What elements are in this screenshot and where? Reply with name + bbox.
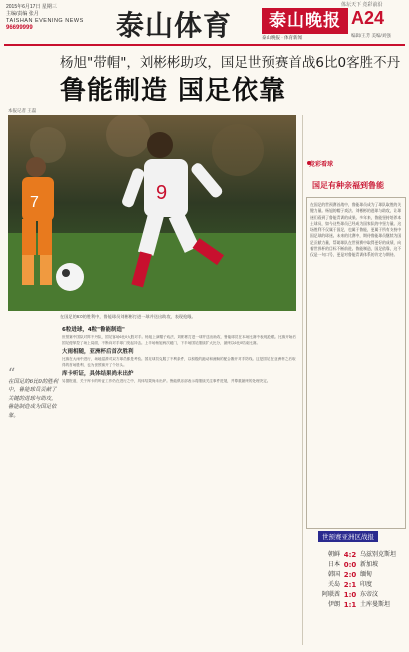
score: 4:2 bbox=[343, 551, 357, 559]
home-team: 伊朗 bbox=[327, 601, 340, 608]
column-label: 体坛天下 竞彩前沿 bbox=[341, 2, 383, 8]
away-team: 土库曼斯坦 bbox=[360, 601, 391, 608]
result-row bbox=[312, 600, 404, 610]
reporter-byline: 本报记者 王磊 bbox=[8, 108, 37, 113]
para-text-2: 比赛在大雨中进行，场地湿滑对双方球员都是考验。国足球员克服了不利条件，以积极的跑动和流畅的配合撕开对手防线。这是国足在亚洲杯之后取得的首场胜利，也为世预赛开了个好头。 bbox=[62, 357, 296, 367]
score: 1:0 bbox=[343, 591, 357, 599]
sidebar-tag: 竞彩看球 bbox=[309, 161, 334, 168]
away-team: 乌兹别克斯坦 bbox=[360, 551, 397, 558]
logo-subtitle: 泰山晚报 · 体育新闻 bbox=[262, 35, 302, 40]
home-team: 韩国 bbox=[327, 571, 340, 578]
para-heading-3: 库卡听证，具体结果尚未出炉 bbox=[62, 371, 134, 378]
sidebar-title: 国足有种亲福到鲁能 bbox=[312, 181, 384, 190]
photo-caption: 在国足的6:0的胜利中，鲁能球员刘彬彬打进一球并送出助攻，表现抢眼。 bbox=[60, 314, 196, 319]
meta-date: 2015年6月17日 星期三 bbox=[6, 4, 57, 10]
home-team: 关岛 bbox=[327, 581, 340, 588]
score: 0:0 bbox=[343, 561, 357, 569]
svg-text:7: 7 bbox=[30, 194, 39, 211]
editor-credit: 编辑/王芳 美编/刘强 bbox=[351, 33, 391, 38]
news-hotline: 96699999 bbox=[6, 25, 33, 31]
away-team: 新加坡 bbox=[360, 561, 379, 568]
para-text-1: 世预赛中国队对阵不丹队，国足客场6比0大胜对手。杨旭上演帽子戏法，刘彬彬打进一球并送出助攻，鲁能球员在本场比赛中表现抢眼。比赛开始后国足便掌控了场上局面，不断向对手球门发起冲击。上半场杨旭两次破门，下半场国足继续扩大比分，最终以6比0结束比赛。 bbox=[62, 335, 296, 345]
column-divider bbox=[302, 115, 303, 645]
home-team: 阿联酋 bbox=[321, 591, 340, 598]
match-photo bbox=[8, 115, 296, 311]
quote-mark-icon: “ bbox=[8, 366, 16, 382]
para-text-3: 另据报道，关于库卡的听证工作仍在进行之中，具体结果尚未出炉。鲁能俱乐部表示将继续关注事件进展，并尊重最终的处理决定。 bbox=[62, 379, 271, 384]
header-rule bbox=[4, 44, 405, 46]
pull-quote: 在国足的6比0的胜利中，鲁能球员贡献了关键的进球与助攻，鲁能制造成为国足依靠。 bbox=[8, 379, 58, 419]
score: 2:1 bbox=[343, 581, 357, 589]
away-team: 东帝汶 bbox=[360, 591, 379, 598]
sidebar-text: 在国足的世预赛首战中，鲁能球员成为了球队取胜的关键力量。杨旭的帽子戏法、刘彬彬的进球与助攻，让球迷们看到了鲁能青训的成果。多年来，鲁能坚持培养本土球员，如今这些球员已经成为国家队的中坚力量。这场胜利不仅属于国足，也属于鲁能，更属于所有支持中国足球的球迷。未来的比赛中，期待鲁能球员继续为国足贡献力量，帮助球队在世预赛中取得更好的成绩，向着世界杯的目标不断前进。鲁能制造，国足依靠，这不仅是一句口号，更是对鲁能青训体系的肯定与期待。 bbox=[310, 202, 402, 258]
result-row bbox=[312, 550, 404, 560]
home-team: 日本 bbox=[327, 561, 340, 568]
result-row bbox=[312, 560, 404, 570]
results-table bbox=[312, 550, 404, 610]
newspaper-logo: 泰山晚报 bbox=[262, 8, 348, 34]
article-body bbox=[62, 324, 296, 640]
paper-pinyin: TAISHAN EVENING NEWS bbox=[6, 18, 84, 24]
results-table-title: 世预赛亚洲区战报 bbox=[318, 531, 378, 542]
home-team: 朝鲜 bbox=[327, 551, 340, 558]
para-heading-2: 大雨相随，亚洲杯后首次胜利 bbox=[62, 349, 134, 356]
away-team: 印度 bbox=[360, 581, 373, 588]
page-number: A24 bbox=[351, 8, 385, 28]
away-team: 缅甸 bbox=[360, 571, 373, 578]
result-row bbox=[312, 570, 404, 580]
football bbox=[56, 263, 84, 291]
football-match-illustration bbox=[8, 115, 296, 311]
para-heading-1: 6粒进球，4粒"鲁能制造" bbox=[62, 327, 125, 333]
article-headline: 鲁能制造 国足依靠 bbox=[60, 76, 287, 106]
meta-editor: 主编/责编 张月 bbox=[6, 11, 39, 17]
section-title: 泰山体育 bbox=[116, 9, 233, 42]
score: 2:0 bbox=[343, 571, 357, 579]
issue-meta bbox=[6, 4, 57, 18]
score: 1:1 bbox=[343, 601, 357, 609]
result-row bbox=[312, 580, 404, 590]
result-row bbox=[312, 590, 404, 600]
svg-text:9: 9 bbox=[156, 182, 168, 204]
article-subheadline: 杨旭"带帽"，刘彬彬助攻，国足世预赛首战6比0客胜不丹 bbox=[60, 55, 401, 71]
